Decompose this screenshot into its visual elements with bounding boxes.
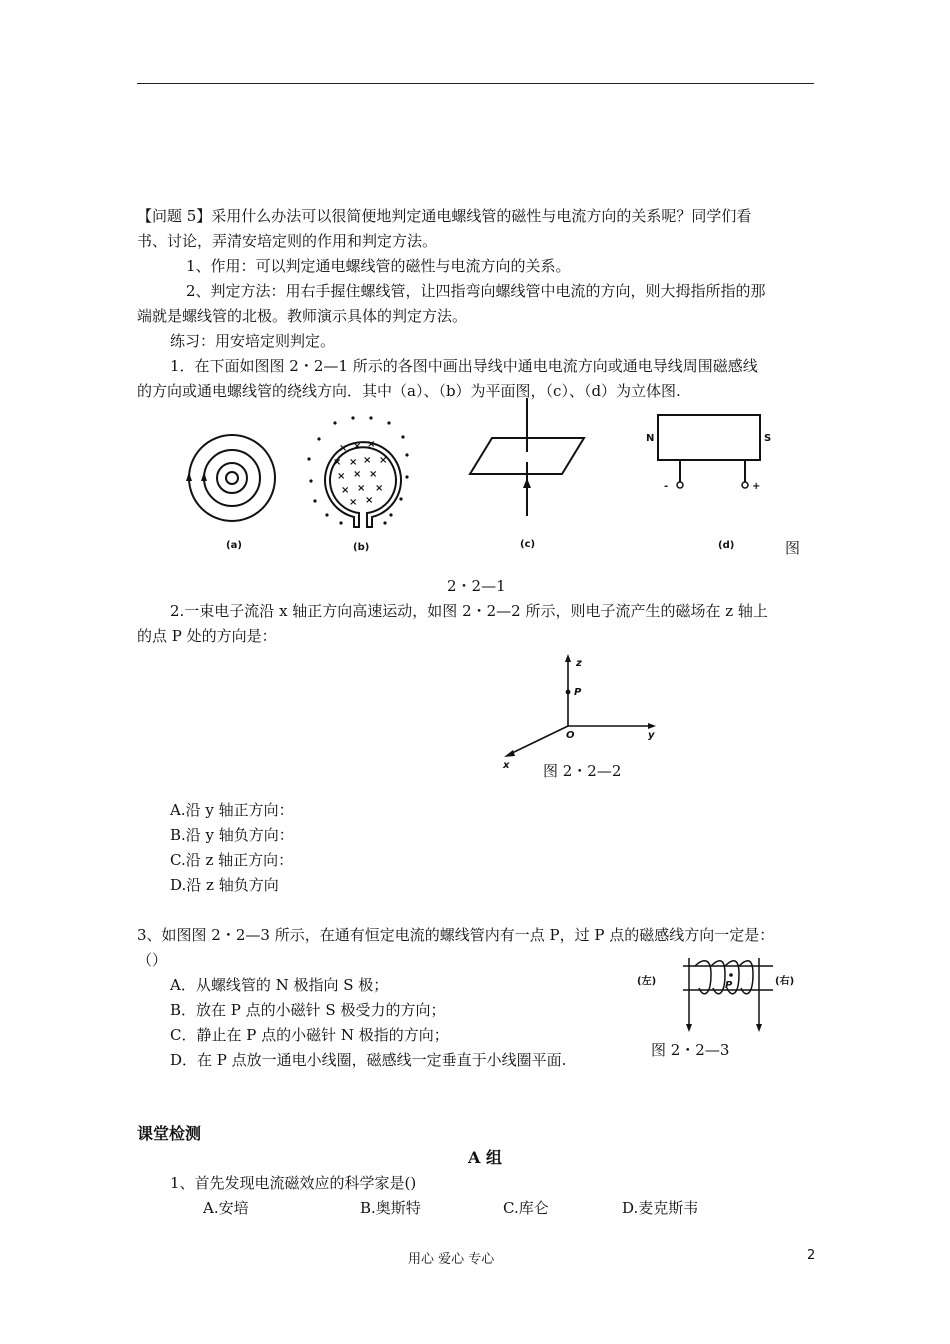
- figure-d-label: (d): [718, 540, 735, 551]
- figure-2-caption: 图 2・2—2: [543, 762, 622, 780]
- practice-line: 练习：用安培定则判定。: [170, 332, 336, 350]
- terminal-minus: -: [664, 481, 669, 492]
- ex3-line-2: （）: [137, 951, 168, 969]
- svg-text:×: ×: [349, 497, 358, 508]
- terminal-plus: +: [752, 481, 761, 492]
- section-heading: 课堂检测: [137, 1124, 202, 1143]
- ex3-line-1: 3、如图图 2・2—3 所示，在通有恒定电流的螺线管内有一点 P，过 P 点的磁感线方向一定是：: [137, 926, 775, 944]
- svg-text:×: ×: [339, 443, 348, 454]
- svg-text:×: ×: [357, 483, 366, 494]
- ex2-option-a: A.沿 y 轴正方向：: [170, 801, 294, 819]
- figure-b-label: (b): [353, 542, 370, 553]
- solenoid-n-label: N: [646, 433, 655, 444]
- footer-motto: 用心 爱心 专心: [408, 1252, 495, 1267]
- check-option-d: D.麦克斯韦: [622, 1199, 699, 1217]
- svg-text:×: ×: [363, 455, 372, 466]
- svg-text:×: ×: [353, 441, 362, 452]
- ex3-option-b: B．放在 P 点的小磁针 S 极受力的方向；: [170, 1001, 446, 1019]
- ex3-option-c: C．静止在 P 点的小磁针 N 极指的方向；: [170, 1026, 449, 1044]
- origin-label: O: [566, 730, 575, 741]
- svg-text:×: ×: [341, 485, 350, 496]
- check-option-a: A.安培: [203, 1199, 249, 1217]
- figure-3-caption: 图 2・2—3: [651, 1041, 730, 1059]
- svg-text:×: ×: [367, 439, 376, 450]
- ex1-line-2: 的方向或通电螺线管的绕线方向．其中（a）、（b）为平面图，（c）、（d）为立体图.: [137, 382, 681, 400]
- svg-text:×: ×: [379, 455, 388, 466]
- ex1-line-1: 1．在下面如图图 2・2—1 所示的各图中画出导线中通电电流方向或通电导线周围磁感线: [170, 357, 758, 375]
- point-p-label: P: [574, 687, 582, 698]
- q5-item-1: 1、作用：可以判定通电螺线管的磁性与电流方向的关系。: [186, 257, 571, 275]
- ex2-option-d: D.沿 z 轴负方向: [170, 876, 279, 894]
- ex2-line-1: 2.一束电子流沿 x 轴正方向高速运动，如图 2・2—2 所示，则电子流产生的磁场在 z 轴上: [170, 602, 768, 620]
- figure-a-concentric-circles: [185, 433, 285, 558]
- figure-3-solenoid: [633, 958, 813, 1033]
- axis-x-label: x: [503, 760, 510, 771]
- svg-text:×: ×: [349, 457, 358, 468]
- figure-b-coil-crosses: [305, 415, 415, 557]
- check-option-c: C.库仑: [503, 1199, 549, 1217]
- check-question-1: 1、首先发现电流磁效应的科学家是(): [170, 1174, 417, 1192]
- figure-a-label: (a): [226, 540, 242, 551]
- figure-c-wire-plane: [462, 398, 592, 556]
- axis-y-label: y: [648, 730, 655, 741]
- svg-text:×: ×: [333, 457, 342, 468]
- q5-line-1: 【问题 5】采用什么办法可以很简便地判定通电螺线管的磁性与电流方向的关系呢？同学们看: [137, 207, 752, 225]
- svg-text:×: ×: [353, 469, 362, 480]
- svg-text:×: ×: [337, 471, 346, 482]
- solenoid-point-p: P: [725, 980, 733, 991]
- check-option-b: B.奥斯特: [360, 1199, 421, 1217]
- solenoid-s-label: S: [764, 433, 772, 444]
- ex3-option-a: A．从螺线管的 N 极指向 S 极；: [170, 976, 389, 994]
- figure-1-caption-a: 图: [785, 539, 801, 557]
- figure-1-caption-b: 2・2—1: [447, 577, 506, 595]
- svg-text:×: ×: [365, 495, 374, 506]
- svg-text:×: ×: [375, 483, 384, 494]
- q5-item-2-line-2: 端就是螺线管的北极。教师演示具体的判定方法。: [137, 307, 468, 325]
- ex2-option-c: C.沿 z 轴正方向：: [170, 851, 294, 869]
- left-label: (左): [637, 976, 657, 987]
- svg-text:×: ×: [369, 469, 378, 480]
- axis-z-label: z: [576, 658, 582, 669]
- page-number: 2: [807, 1248, 816, 1263]
- group-heading: A 组: [468, 1148, 502, 1167]
- figure-2-axes: [498, 652, 668, 772]
- right-label: (右): [775, 976, 795, 987]
- q5-item-2-line-1: 2、判定方法：用右手握住螺线管，让四指弯向螺线管中电流的方向，则大拇指所指的那: [186, 282, 766, 300]
- q5-line-2: 书、讨论，弄清安培定则的作用和判定方法。: [137, 232, 438, 250]
- ex2-line-2: 的点 P 处的方向是：: [137, 627, 277, 645]
- figure-c-label: (c): [520, 539, 536, 550]
- figure-d-solenoid: [640, 410, 780, 550]
- ex2-option-b: B.沿 y 轴负方向：: [170, 826, 294, 844]
- ex3-option-d: D．在 P 点放一通电小线圈，磁感线一定垂直于小线圈平面.: [170, 1051, 567, 1069]
- header-rule: [137, 83, 814, 84]
